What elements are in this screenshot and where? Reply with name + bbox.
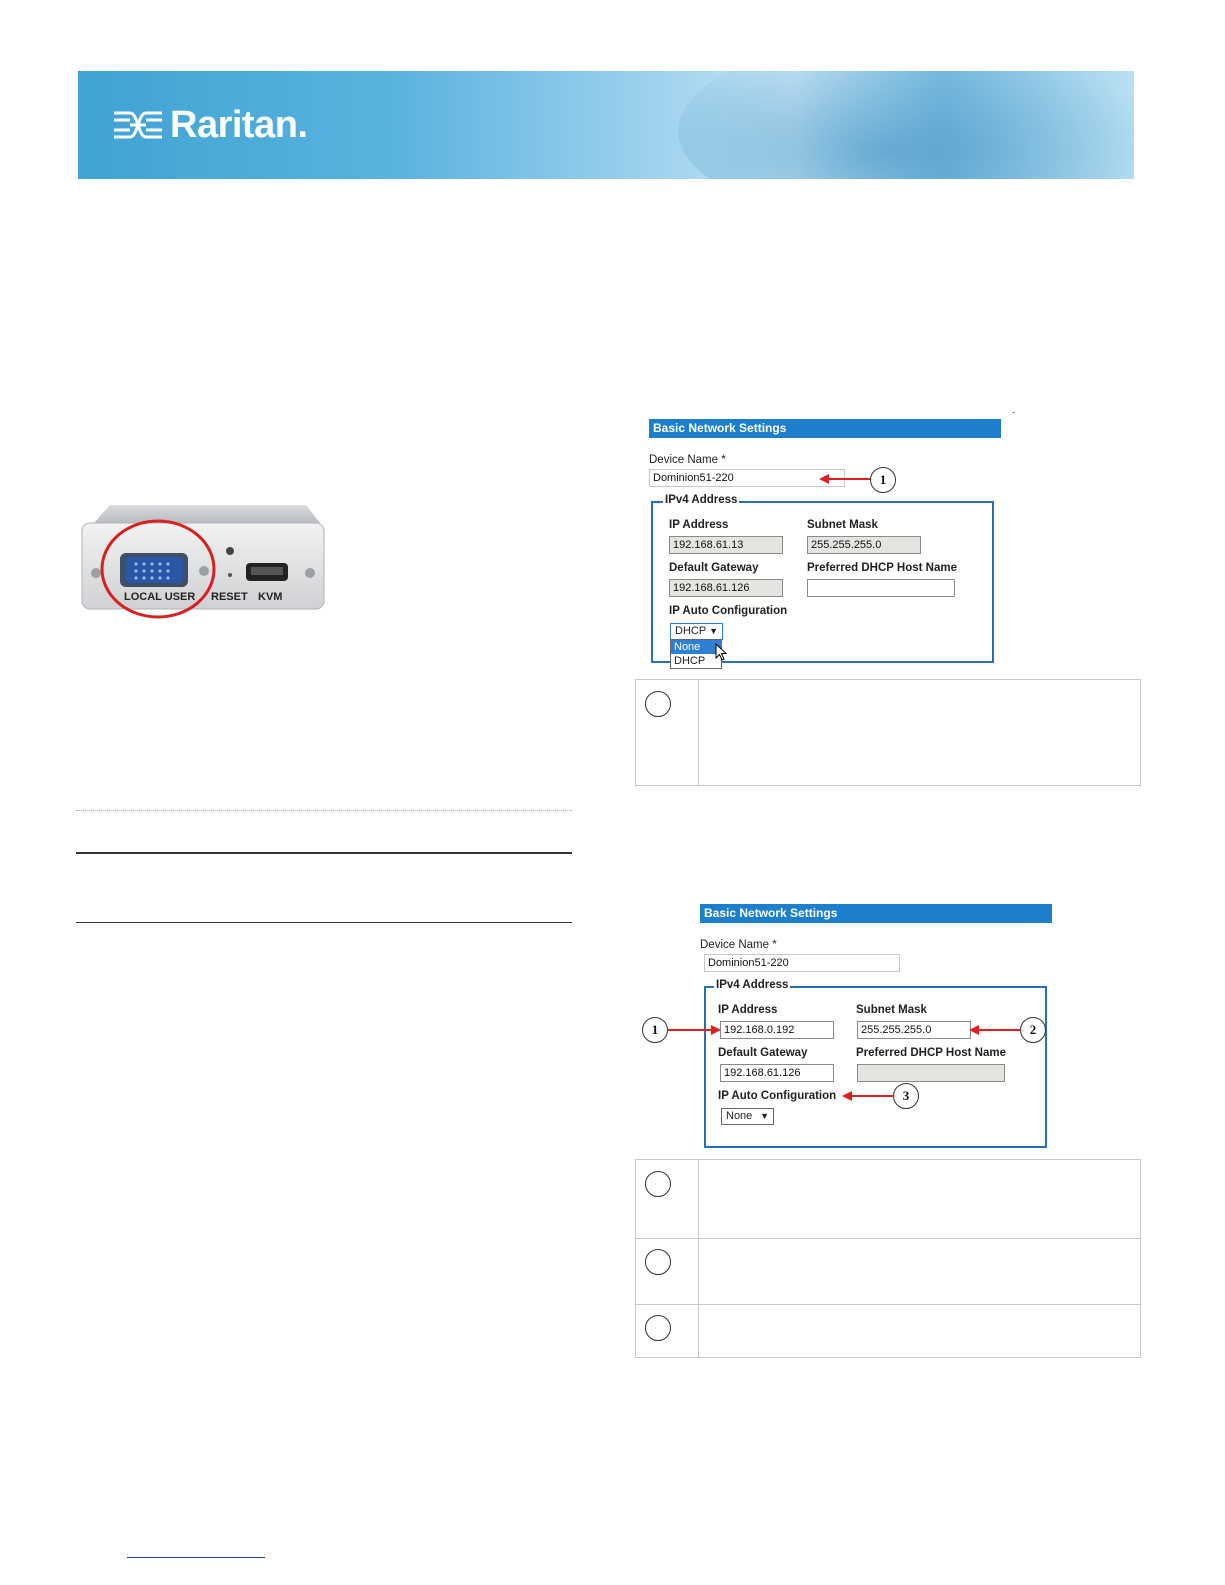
default-gateway-label: Default Gateway bbox=[669, 562, 759, 574]
dropdown-arrow-icon: ▼ bbox=[760, 1111, 769, 1121]
device-name-input[interactable]: Dominion51-220 bbox=[649, 469, 845, 487]
label-reset: RESET bbox=[211, 591, 248, 603]
callout-2: 2 bbox=[1020, 1017, 1046, 1043]
ip-address-label: IP Address bbox=[718, 1004, 778, 1016]
device-name-label: Device Name * bbox=[649, 454, 726, 466]
mouse-cursor-icon bbox=[715, 643, 729, 663]
subnet-mask-input[interactable]: 255.255.255.0 bbox=[807, 536, 921, 554]
subnet-mask-label: Subnet Mask bbox=[856, 1004, 927, 1016]
callout-arrow-3 bbox=[842, 1087, 894, 1107]
option-none[interactable]: None bbox=[671, 640, 721, 654]
device-name-input[interactable]: Dominion51-220 bbox=[704, 954, 900, 972]
dhcp-host-input[interactable] bbox=[857, 1064, 1005, 1082]
default-gateway-input[interactable]: 192.168.61.126 bbox=[720, 1064, 834, 1082]
header-banner bbox=[78, 71, 1134, 179]
raritan-logo bbox=[112, 105, 307, 145]
dotted-divider bbox=[76, 810, 572, 811]
callout-arrow-2 bbox=[969, 1021, 1021, 1041]
ip-address-label: IP Address bbox=[669, 519, 729, 531]
ipv4-fieldset bbox=[651, 494, 994, 667]
ip-auto-label: IP Auto Configuration bbox=[718, 1090, 837, 1102]
footer-link-underline[interactable] bbox=[127, 1557, 265, 1558]
subnet-mask-label: Subnet Mask bbox=[807, 519, 878, 531]
subnet-mask-input[interactable]: 255.255.255.0 bbox=[857, 1021, 971, 1039]
table-row bbox=[636, 1304, 1140, 1358]
callout-marker-1 bbox=[645, 691, 671, 717]
ip-auto-label: IP Auto Configuration bbox=[669, 605, 788, 617]
panel-title: Basic Network Settings bbox=[649, 419, 1001, 438]
ip-auto-select[interactable] bbox=[670, 623, 723, 640]
ip-address-input[interactable]: 192.168.61.13 bbox=[669, 536, 783, 554]
tick-mark: - bbox=[1012, 407, 1015, 417]
basic-network-settings-panel-1 bbox=[649, 419, 1009, 669]
callout-3: 3 bbox=[893, 1083, 919, 1109]
callout-marker-3 bbox=[645, 1315, 671, 1341]
ipv4-fieldset bbox=[704, 979, 1047, 1148]
callout-arrow-1 bbox=[667, 1021, 721, 1041]
rule-top bbox=[76, 852, 572, 854]
label-local-user: LOCAL USER bbox=[124, 591, 196, 603]
table-row bbox=[636, 1160, 1140, 1238]
raritan-logo-icon bbox=[112, 108, 164, 142]
dhcp-host-label: Preferred DHCP Host Name bbox=[807, 562, 957, 574]
rule-bottom bbox=[76, 922, 572, 923]
device-name-label: Device Name * bbox=[700, 939, 777, 951]
table-row bbox=[636, 1238, 1140, 1304]
device-photo bbox=[80, 503, 326, 611]
option-dhcp[interactable]: DHCP bbox=[674, 655, 706, 667]
label-kvm: KVM bbox=[258, 591, 283, 603]
default-gateway-label: Default Gateway bbox=[718, 1047, 808, 1059]
ipv4-legend: IPv4 Address bbox=[665, 494, 738, 506]
callout-marker-1 bbox=[645, 1171, 671, 1197]
callout-1: 1 bbox=[642, 1017, 668, 1043]
panel-title: Basic Network Settings bbox=[700, 904, 1052, 923]
dhcp-host-input[interactable] bbox=[807, 579, 955, 597]
brand-name: Raritan. bbox=[170, 103, 308, 146]
ip-auto-select-value: DHCP bbox=[675, 625, 707, 637]
callout-table-1 bbox=[635, 679, 1141, 786]
ipv4-legend: IPv4 Address bbox=[716, 979, 789, 991]
ip-auto-select-value: None bbox=[726, 1110, 753, 1122]
default-gateway-input[interactable]: 192.168.61.126 bbox=[669, 579, 783, 597]
callout-marker-2 bbox=[645, 1249, 671, 1275]
callout-table-2 bbox=[635, 1159, 1141, 1358]
callout-1: 1 bbox=[870, 467, 896, 493]
ip-auto-select[interactable] bbox=[721, 1108, 774, 1125]
dropdown-arrow-icon: ▼ bbox=[709, 626, 718, 636]
dhcp-host-label: Preferred DHCP Host Name bbox=[856, 1047, 1006, 1059]
ip-address-input[interactable]: 192.168.0.192 bbox=[720, 1021, 834, 1039]
